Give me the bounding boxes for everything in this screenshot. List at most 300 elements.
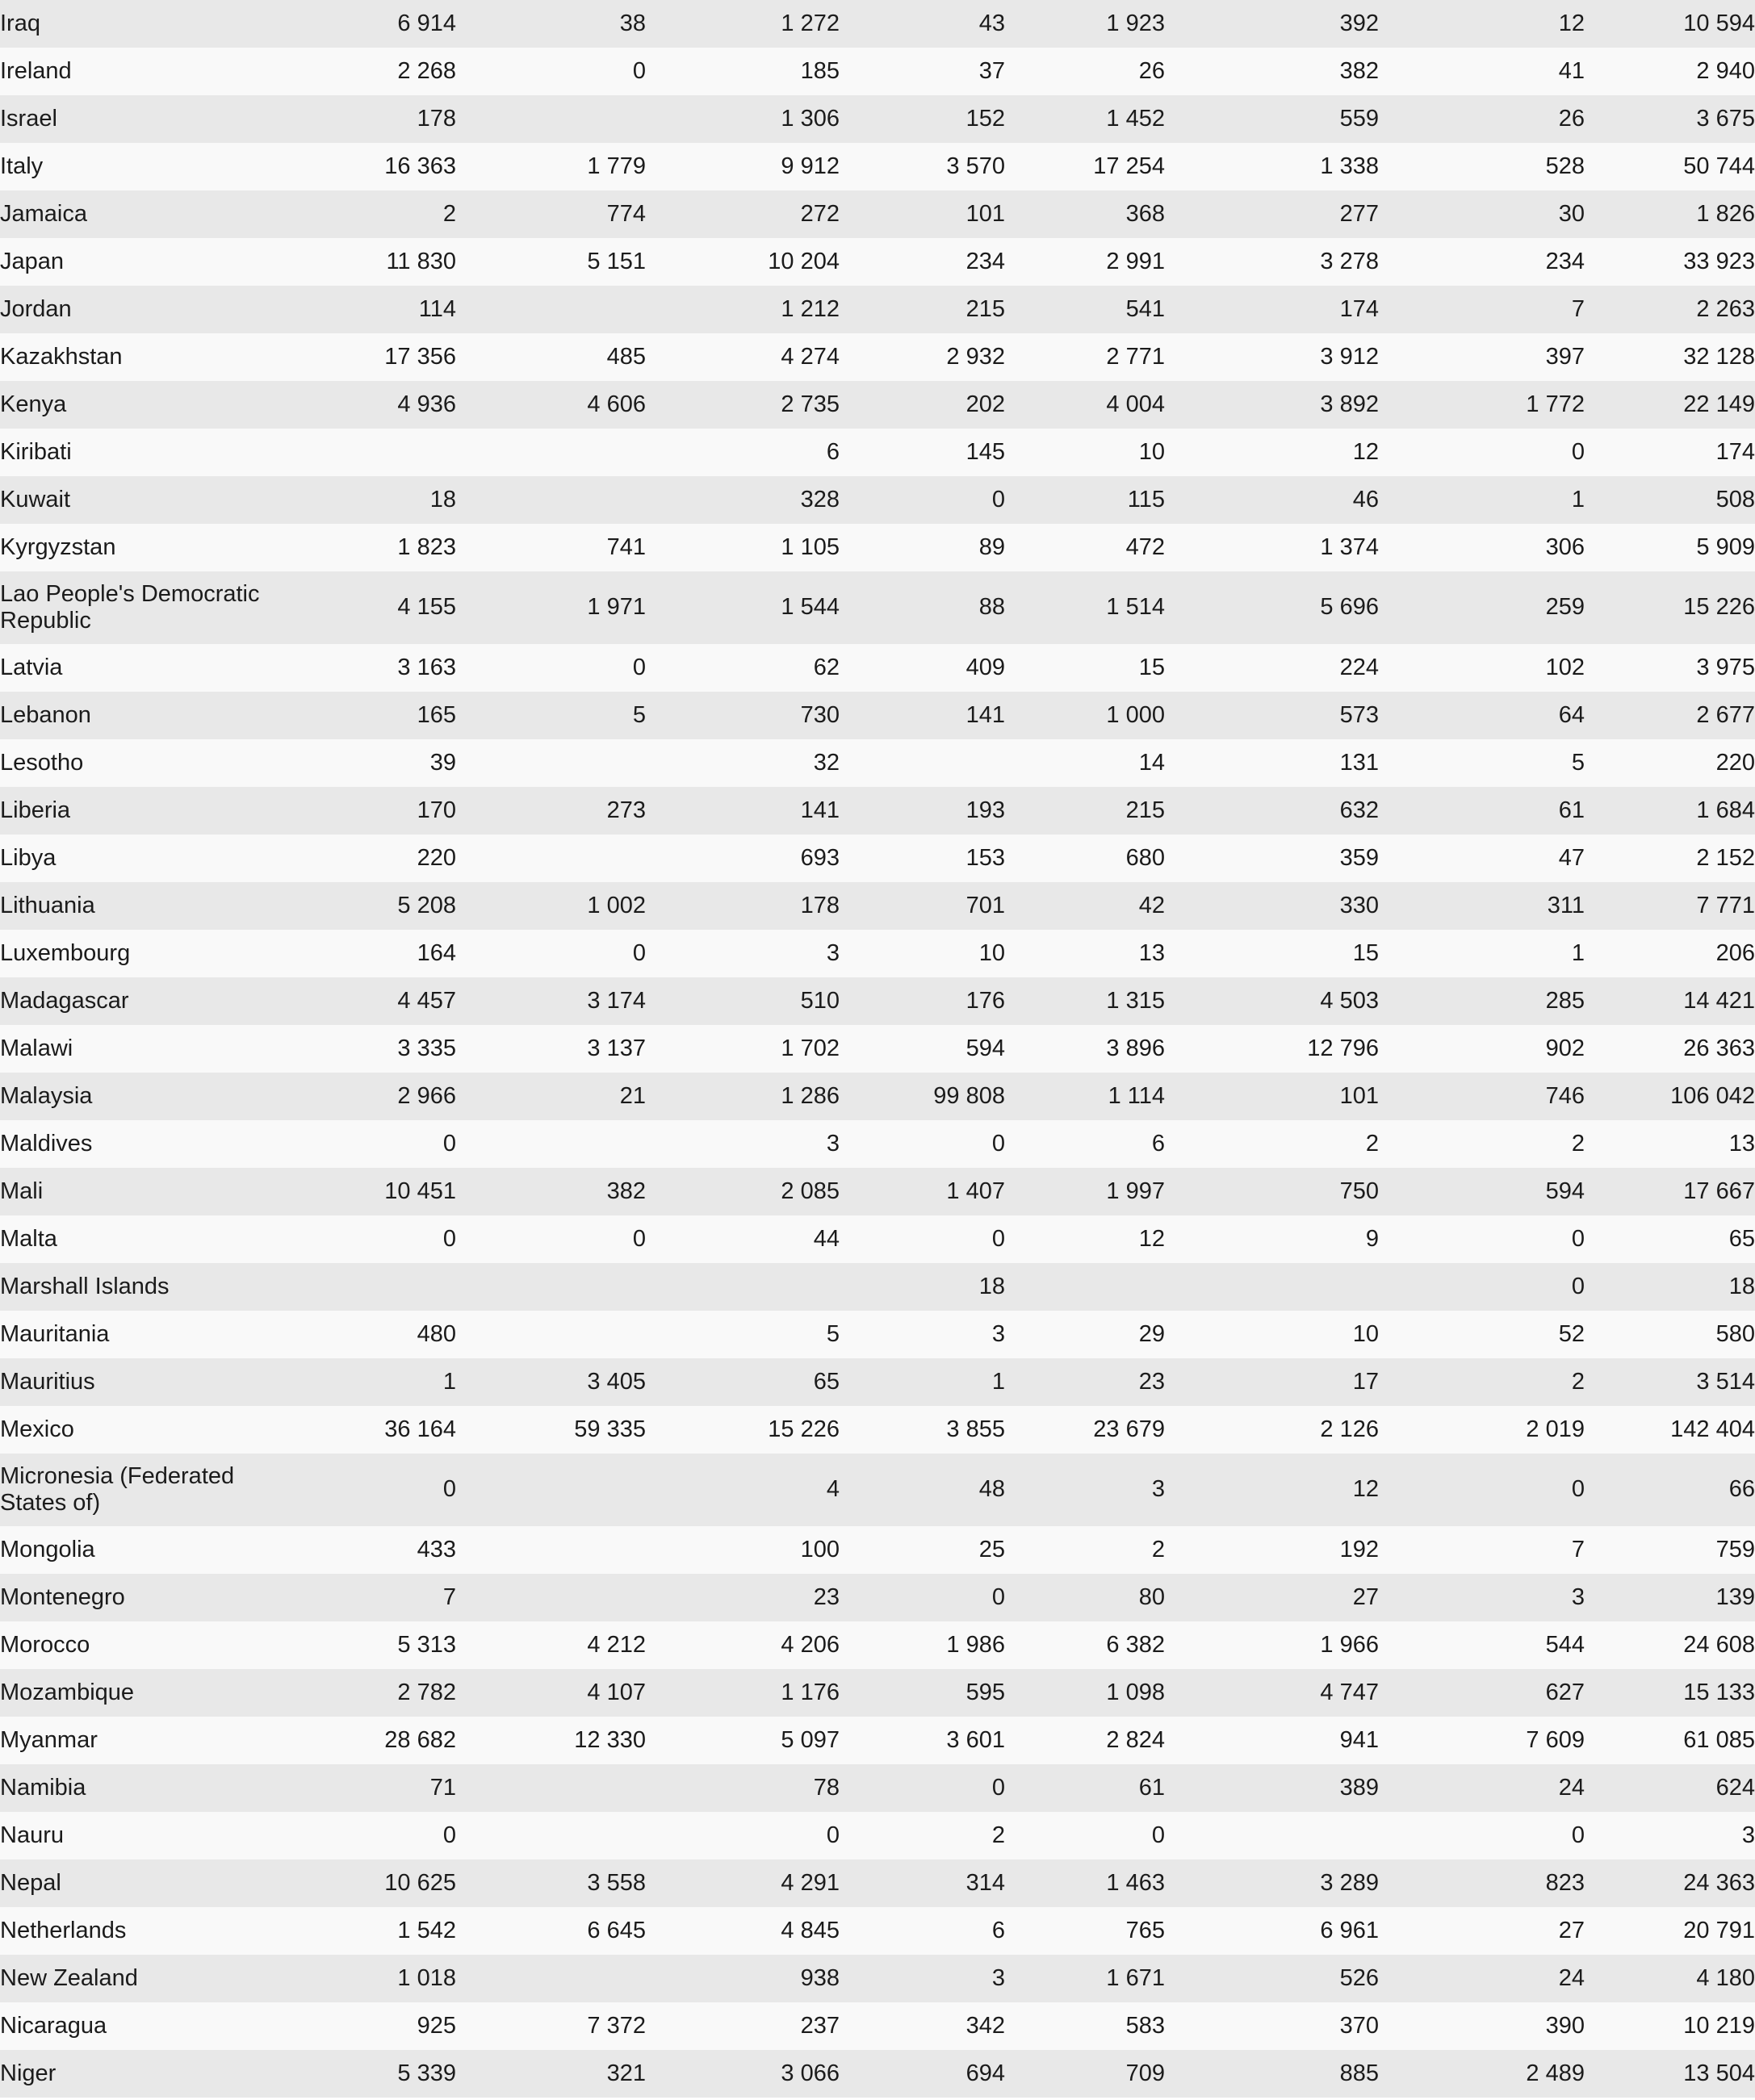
value-cell: 730 <box>800 701 840 728</box>
value-cell: 12 330 <box>574 1726 646 1753</box>
value-cell: 1 <box>991 1368 1005 1395</box>
value-cell: 3 <box>991 1320 1005 1347</box>
value-cell: 359 <box>1339 844 1379 871</box>
value-cell: 12 <box>1138 1225 1165 1252</box>
value-cell: 480 <box>417 1320 456 1347</box>
value-cell <box>456 1120 646 1168</box>
table-row <box>0 1454 1755 1526</box>
country-cell: Jamaica <box>0 200 87 227</box>
value-cell: 192 <box>1339 1536 1379 1562</box>
country-cell: Malaysia <box>0 1082 93 1109</box>
row-total-cell: 139 <box>1715 1583 1755 1610</box>
row-total-cell: 26 363 <box>1683 1035 1755 1061</box>
row-total-cell: 1 826 <box>1696 200 1755 227</box>
value-cell: 3 289 <box>1320 1869 1379 1896</box>
value-cell: 1 702 <box>781 1035 840 1061</box>
row-total-cell: 3 675 <box>1696 105 1755 132</box>
value-cell: 43 <box>978 10 1005 36</box>
value-cell: 3 896 <box>1106 1035 1165 1061</box>
value-cell: 165 <box>417 701 456 728</box>
value-cell <box>840 739 1005 787</box>
value-cell: 559 <box>1339 105 1379 132</box>
value-cell: 5 208 <box>397 892 456 918</box>
row-total-cell: 24 608 <box>1683 1631 1755 1658</box>
value-cell: 13 <box>1138 939 1165 966</box>
value-cell: 3 <box>826 1130 840 1157</box>
value-cell: 823 <box>1545 1869 1585 1896</box>
value-cell: 1 098 <box>1106 1679 1165 1705</box>
row-total-cell: 2 152 <box>1696 844 1755 871</box>
country-cell: Niger <box>0 2060 57 2086</box>
value-cell: 234 <box>1545 248 1585 274</box>
table-row <box>0 2050 1755 2098</box>
table-row <box>0 1907 1755 1955</box>
value-cell <box>456 95 646 143</box>
row-total-cell: 508 <box>1715 486 1755 512</box>
row-total-cell: 174 <box>1715 438 1755 465</box>
value-cell: 3 <box>991 1964 1005 1991</box>
value-cell <box>456 1955 646 2002</box>
value-cell: 4 212 <box>587 1631 646 1658</box>
value-cell: 4 155 <box>397 594 456 621</box>
value-cell: 2 489 <box>1526 2060 1585 2086</box>
table-row <box>0 835 1755 882</box>
value-cell: 1 542 <box>397 1917 456 1943</box>
table-row <box>0 1311 1755 1358</box>
value-cell: 25 <box>978 1536 1005 1562</box>
value-cell: 485 <box>606 343 646 370</box>
value-cell: 741 <box>606 533 646 560</box>
value-cell: 5 313 <box>397 1631 456 1658</box>
value-cell: 18 <box>978 1273 1005 1299</box>
row-total-cell: 13 504 <box>1683 2060 1755 2086</box>
value-cell: 541 <box>1125 295 1165 322</box>
value-cell: 18 <box>429 486 456 512</box>
value-cell: 510 <box>800 987 840 1014</box>
value-cell: 1 407 <box>946 1178 1005 1204</box>
table-row <box>0 95 1755 143</box>
value-cell: 27 <box>1558 1917 1585 1943</box>
row-total-cell: 5 909 <box>1696 533 1755 560</box>
value-cell <box>291 429 456 476</box>
value-cell: 2 268 <box>397 57 456 84</box>
value-cell: 5 <box>826 1320 840 1347</box>
value-cell: 1 212 <box>781 295 840 322</box>
value-cell: 65 <box>813 1368 840 1395</box>
value-cell: 61 <box>1138 1774 1165 1801</box>
table-row <box>0 0 1755 48</box>
value-cell: 594 <box>965 1035 1005 1061</box>
value-cell: 44 <box>813 1225 840 1252</box>
value-cell: 102 <box>1545 654 1585 680</box>
value-cell: 1 176 <box>781 1679 840 1705</box>
row-total-cell: 580 <box>1715 1320 1755 1347</box>
table-row <box>0 644 1755 692</box>
value-cell: 7 <box>1571 1536 1585 1562</box>
row-total-cell: 142 404 <box>1670 1416 1755 1442</box>
country-cell: Kenya <box>0 391 67 417</box>
value-cell <box>456 1574 646 1621</box>
value-cell: 1 114 <box>1108 1082 1165 1109</box>
value-cell: 2 <box>1571 1130 1585 1157</box>
value-cell: 397 <box>1545 343 1585 370</box>
value-cell <box>1165 1812 1379 1859</box>
value-cell: 64 <box>1558 701 1585 728</box>
country-cell: Lithuania <box>0 892 95 918</box>
value-cell: 595 <box>965 1679 1005 1705</box>
row-total-cell: 2 263 <box>1696 295 1755 322</box>
value-cell: 48 <box>978 1476 1005 1503</box>
value-cell <box>1005 1263 1165 1311</box>
row-total-cell: 24 363 <box>1683 1869 1755 1896</box>
value-cell: 2 <box>1151 1536 1165 1562</box>
value-cell: 0 <box>632 1225 646 1252</box>
country-cell: Netherlands <box>0 1917 127 1943</box>
value-cell: 314 <box>965 1869 1005 1896</box>
row-total-cell: 759 <box>1715 1536 1755 1562</box>
value-cell: 10 <box>1138 438 1165 465</box>
value-cell: 3 570 <box>946 153 1005 179</box>
value-cell: 29 <box>1138 1320 1165 1347</box>
table-row <box>0 1025 1755 1073</box>
row-total-cell: 2 940 <box>1696 57 1755 84</box>
value-cell: 7 <box>442 1583 456 1610</box>
value-cell: 0 <box>1571 1476 1585 1503</box>
value-cell: 78 <box>813 1774 840 1801</box>
value-cell: 0 <box>826 1822 840 1848</box>
country-cell: Nepal <box>0 1869 61 1896</box>
row-total-cell: 624 <box>1715 1774 1755 1801</box>
value-cell: 152 <box>965 105 1005 132</box>
value-cell: 321 <box>606 2060 646 2086</box>
value-cell: 17 254 <box>1093 153 1165 179</box>
value-cell: 1 <box>1571 939 1585 966</box>
value-cell: 694 <box>965 2060 1005 2086</box>
value-cell: 941 <box>1339 1726 1379 1753</box>
value-cell: 0 <box>632 654 646 680</box>
value-cell: 12 <box>1352 438 1379 465</box>
value-cell: 0 <box>442 1476 456 1503</box>
table-row <box>0 1621 1755 1669</box>
value-cell: 170 <box>417 797 456 823</box>
value-cell: 3 163 <box>397 654 456 680</box>
value-cell: 3 278 <box>1320 248 1379 274</box>
table-row <box>0 882 1755 930</box>
value-cell: 0 <box>1571 1822 1585 1848</box>
value-cell: 4 004 <box>1106 391 1165 417</box>
row-total-cell: 61 085 <box>1683 1726 1755 1753</box>
table-row <box>0 692 1755 739</box>
country-cell: Mozambique <box>0 1679 135 1705</box>
value-cell: 6 914 <box>397 10 456 36</box>
value-cell: 1 463 <box>1106 1869 1165 1896</box>
value-cell: 2 782 <box>397 1679 456 1705</box>
table-row <box>0 1406 1755 1454</box>
value-cell: 131 <box>1339 749 1379 776</box>
value-cell: 4 606 <box>587 391 646 417</box>
table-row <box>0 476 1755 524</box>
value-cell: 885 <box>1339 2060 1379 2086</box>
value-cell: 0 <box>1571 1225 1585 1252</box>
value-cell: 528 <box>1545 153 1585 179</box>
value-cell: 42 <box>1138 892 1165 918</box>
value-cell: 390 <box>1545 2012 1585 2039</box>
value-cell: 7 372 <box>587 2012 646 2039</box>
table-row <box>0 381 1755 429</box>
value-cell: 1 544 <box>781 594 840 621</box>
table-row <box>0 238 1755 286</box>
value-cell: 701 <box>965 892 1005 918</box>
value-cell: 2 085 <box>781 1178 840 1204</box>
value-cell: 370 <box>1339 2012 1379 2039</box>
value-cell: 62 <box>813 654 840 680</box>
value-cell: 583 <box>1125 2012 1165 2039</box>
value-cell: 1 452 <box>1106 105 1165 132</box>
value-cell: 1 315 <box>1106 987 1165 1014</box>
country-cell: Kiribati <box>0 438 72 465</box>
value-cell: 0 <box>991 1130 1005 1157</box>
value-cell: 3 892 <box>1320 391 1379 417</box>
country-cell: Ireland <box>0 57 72 84</box>
country-cell: Madagascar <box>0 987 129 1014</box>
table-row <box>0 1859 1755 1907</box>
value-cell: 1 018 <box>397 1964 456 1991</box>
table-row <box>0 48 1755 95</box>
row-total-cell: 18 <box>1728 1273 1755 1299</box>
table-row <box>0 739 1755 787</box>
value-cell: 193 <box>965 797 1005 823</box>
value-cell: 59 335 <box>574 1416 646 1442</box>
country-cell: Kazakhstan <box>0 343 123 370</box>
value-cell: 37 <box>978 57 1005 84</box>
value-cell: 21 <box>619 1082 646 1109</box>
country-cell: Malawi <box>0 1035 73 1061</box>
value-cell: 5 339 <box>397 2060 456 2086</box>
value-cell: 3 912 <box>1320 343 1379 370</box>
value-cell: 277 <box>1339 200 1379 227</box>
value-cell: 237 <box>800 2012 840 2039</box>
value-cell: 4 274 <box>781 343 840 370</box>
value-cell: 100 <box>800 1536 840 1562</box>
table-row <box>0 333 1755 381</box>
country-cell: Israel <box>0 105 57 132</box>
row-total-cell: 206 <box>1715 939 1755 966</box>
table-row <box>0 1717 1755 1764</box>
value-cell: 27 <box>1352 1583 1379 1610</box>
value-cell <box>456 1526 646 1574</box>
value-cell: 101 <box>1339 1082 1379 1109</box>
value-cell: 594 <box>1545 1178 1585 1204</box>
value-cell: 389 <box>1339 1774 1379 1801</box>
value-cell <box>456 1454 646 1526</box>
value-cell: 3 137 <box>587 1035 646 1061</box>
table-row <box>0 1812 1755 1859</box>
value-cell: 41 <box>1558 57 1585 84</box>
value-cell: 4 747 <box>1320 1679 1379 1705</box>
value-cell: 2 019 <box>1526 1416 1585 1442</box>
value-cell: 311 <box>1547 892 1585 918</box>
row-total-cell: 50 744 <box>1683 153 1755 179</box>
value-cell: 693 <box>800 844 840 871</box>
value-cell: 2 <box>1365 1130 1379 1157</box>
value-cell: 0 <box>1571 438 1585 465</box>
value-cell: 5 097 <box>781 1726 840 1753</box>
value-cell: 632 <box>1339 797 1379 823</box>
row-total-cell: 32 128 <box>1683 343 1755 370</box>
value-cell <box>456 1311 646 1358</box>
value-cell: 14 <box>1138 749 1165 776</box>
value-cell: 47 <box>1558 844 1585 871</box>
value-cell: 627 <box>1545 1679 1585 1705</box>
value-cell: 680 <box>1125 844 1165 871</box>
row-total-cell: 10 219 <box>1683 2012 1755 2039</box>
table-row <box>0 429 1755 476</box>
row-total-cell: 3 514 <box>1696 1368 1755 1395</box>
table-row <box>0 1526 1755 1574</box>
row-total-cell: 20 791 <box>1683 1917 1755 1943</box>
value-cell: 2 <box>442 200 456 227</box>
table-row <box>0 2002 1755 2050</box>
value-cell: 2 824 <box>1106 1726 1165 1753</box>
value-cell: 1 374 <box>1320 533 1379 560</box>
value-cell <box>456 286 646 333</box>
country-cell: Namibia <box>0 1774 86 1801</box>
value-cell: 472 <box>1125 533 1165 560</box>
table-row <box>0 286 1755 333</box>
value-cell: 141 <box>965 701 1005 728</box>
value-cell: 5 <box>1571 749 1585 776</box>
table-row <box>0 1669 1755 1717</box>
value-cell: 2 <box>1571 1368 1585 1395</box>
country-cell: Marshall Islands <box>0 1273 170 1299</box>
value-cell: 3 <box>1571 1583 1585 1610</box>
country-cell: Iraq <box>0 10 40 36</box>
value-cell <box>456 1263 646 1311</box>
country-cell: Micronesia (Federated States of) <box>0 1462 235 1516</box>
value-cell: 52 <box>1558 1320 1585 1347</box>
value-cell: 23 <box>1138 1368 1165 1395</box>
country-cell: Montenegro <box>0 1583 125 1610</box>
table-row <box>0 1263 1755 1311</box>
value-cell: 11 830 <box>386 248 456 274</box>
value-cell: 1 823 <box>397 533 456 560</box>
value-cell: 273 <box>606 797 646 823</box>
value-cell: 3 <box>1151 1476 1165 1503</box>
table-row <box>0 1955 1755 2002</box>
value-cell: 32 <box>813 749 840 776</box>
row-total-cell: 3 <box>1741 1822 1755 1848</box>
row-total-cell: 220 <box>1715 749 1755 776</box>
row-total-cell: 7 771 <box>1696 892 1755 918</box>
value-cell: 2 126 <box>1320 1416 1379 1442</box>
value-cell <box>456 1764 646 1812</box>
country-cell: Latvia <box>0 654 63 680</box>
value-cell: 28 682 <box>384 1726 456 1753</box>
table-row <box>0 524 1755 571</box>
value-cell: 115 <box>1127 486 1165 512</box>
value-cell: 1 306 <box>781 105 840 132</box>
value-cell: 4 845 <box>781 1917 840 1943</box>
value-cell: 6 <box>826 438 840 465</box>
value-cell: 1 000 <box>1106 701 1165 728</box>
value-cell: 1 923 <box>1106 10 1165 36</box>
row-total-cell: 1 684 <box>1696 797 1755 823</box>
value-cell: 202 <box>965 391 1005 417</box>
value-cell: 71 <box>429 1774 456 1801</box>
value-cell: 0 <box>991 1225 1005 1252</box>
value-cell: 750 <box>1339 1178 1379 1204</box>
value-cell: 0 <box>991 1583 1005 1610</box>
value-cell: 4 503 <box>1320 987 1379 1014</box>
value-cell: 17 <box>1352 1368 1379 1395</box>
row-total-cell: 15 226 <box>1683 594 1755 621</box>
value-cell: 0 <box>991 1774 1005 1801</box>
table-row <box>0 1764 1755 1812</box>
value-cell: 17 356 <box>384 343 456 370</box>
country-cell: Jordan <box>0 295 72 322</box>
row-total-cell: 2 677 <box>1696 701 1755 728</box>
value-cell: 12 796 <box>1307 1035 1379 1061</box>
country-cell: Mauritius <box>0 1368 95 1395</box>
table-row <box>0 787 1755 835</box>
value-cell: 39 <box>429 749 456 776</box>
value-cell: 46 <box>1352 486 1379 512</box>
row-total-cell: 14 421 <box>1683 987 1755 1014</box>
value-cell <box>456 739 646 787</box>
value-cell: 215 <box>1125 797 1165 823</box>
value-cell: 1 986 <box>946 1631 1005 1658</box>
value-cell: 6 645 <box>587 1917 646 1943</box>
value-cell: 774 <box>606 200 646 227</box>
value-cell: 544 <box>1545 1631 1585 1658</box>
value-cell: 0 <box>1151 1822 1165 1848</box>
value-cell: 141 <box>800 797 840 823</box>
country-cell: Morocco <box>0 1631 90 1658</box>
value-cell: 61 <box>1558 797 1585 823</box>
value-cell: 88 <box>978 594 1005 621</box>
value-cell: 0 <box>442 1225 456 1252</box>
value-cell: 330 <box>1339 892 1379 918</box>
value-cell: 2 991 <box>1106 248 1165 274</box>
table-row <box>0 190 1755 238</box>
value-cell: 4 206 <box>781 1631 840 1658</box>
country-cell: Mongolia <box>0 1536 95 1562</box>
value-cell: 2 771 <box>1106 343 1165 370</box>
value-cell: 3 066 <box>781 2060 840 2086</box>
value-cell: 382 <box>606 1178 646 1204</box>
country-cell: Luxembourg <box>0 939 131 966</box>
value-cell: 38 <box>619 10 646 36</box>
row-total-cell: 66 <box>1728 1476 1755 1503</box>
value-cell: 24 <box>1558 1774 1585 1801</box>
row-total-cell: 65 <box>1728 1225 1755 1252</box>
value-cell: 7 609 <box>1526 1726 1585 1753</box>
value-cell: 5 <box>632 701 646 728</box>
value-cell: 746 <box>1545 1082 1585 1109</box>
country-cell: Nicaragua <box>0 2012 107 2039</box>
country-cell: Lao People's Democratic Republic <box>0 580 260 634</box>
value-cell: 709 <box>1125 2060 1165 2086</box>
value-cell: 2 932 <box>946 343 1005 370</box>
value-cell: 224 <box>1339 654 1379 680</box>
table-row <box>0 1574 1755 1621</box>
table-row <box>0 1215 1755 1263</box>
country-cell: Mali <box>0 1178 44 1204</box>
table-row <box>0 1073 1755 1120</box>
value-cell: 1 779 <box>587 153 646 179</box>
value-cell: 176 <box>965 987 1005 1014</box>
value-cell: 6 <box>1151 1130 1165 1157</box>
